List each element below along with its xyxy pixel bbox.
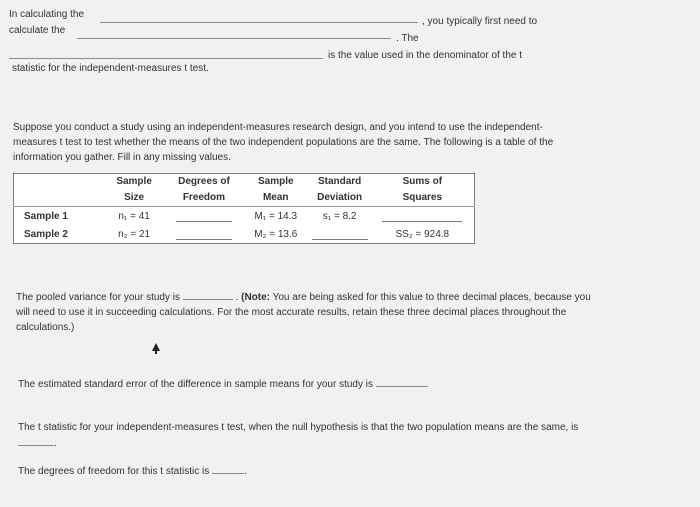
cell-s1: s₁ = 8.2 [309,207,371,226]
info-table [13,173,475,244]
tstat-question: The t statistic for your independent-measures t test, when the null hypothesis is that the two population means are the same, is . [18,422,579,449]
cell-m1: M₁ = 14.3 [243,207,309,226]
tstat-text: The t statistic for your independent-measures t test, when the null hypothesis is that the two population means are the same, is [18,422,579,433]
stderr-input[interactable] [376,376,426,387]
header-sample-mean [243,174,309,207]
header-sample-size-line1: Sample [116,176,152,187]
cell-s2-input[interactable] [309,225,371,244]
mouse-cursor-icon [152,343,160,351]
pooled-prefix: The pooled variance for your study is [16,292,180,303]
header-empty [14,174,104,207]
table-row-sample-2 [14,225,475,244]
table-header-row [14,174,475,207]
header-sd-line1: Standard [317,176,362,187]
header-sums-of-squares [371,174,475,207]
s2-blank[interactable] [312,228,368,240]
header-sample-size [103,174,165,207]
dof-question: The degrees of freedom for this t statistic is . [18,463,418,479]
cell-m2: M₂ = 13.6 [254,228,298,240]
dof-input[interactable] [212,463,244,474]
pooled-variance-input[interactable] [183,289,233,300]
q1-text-part6: statistic for the independent-measures t test. [12,63,209,74]
cell-df1-input[interactable] [165,207,243,226]
ss1-blank[interactable] [382,210,462,222]
intro-paragraph: Suppose you conduct a study using an independent-measures research design, and you intend to use the independent-measures t test to test whether the means of the two independent populations are the same. The following is a table of the information you gather. Fill in any missing values. [13,122,554,163]
df1-blank[interactable] [176,210,232,222]
header-df-line2: Freedom [182,192,226,203]
cell-n1: n₁ = 41 [103,207,165,226]
header-mean-line1: Sample [257,176,294,187]
stderr-question: The estimated standard error of the difference in sample means for your study is . [18,376,618,392]
q1-dropdown-blank-2[interactable] [77,38,391,39]
header-degrees-of-freedom [165,174,243,207]
table-row-sample-1 [14,207,475,226]
header-standard-deviation [309,174,371,207]
header-sample-size-line2: Size [124,192,145,203]
header-sd-line2: Deviation [317,192,363,203]
df2-blank[interactable] [176,228,232,240]
row-label: Sample 2 [24,228,68,240]
header-ss-line2: Squares [402,192,443,203]
q1-dropdown-blank-3[interactable] [9,58,323,59]
q1-text-part1: In calculating the [9,9,85,20]
dof-text: The degrees of freedom for this t statistic is [18,466,210,477]
stderr-text: The estimated standard error of the difference in sample means for your study is [18,379,373,390]
cell-n2: n₂ = 21 [118,228,151,240]
cell-ss2: SS₂ = 924.8 [395,228,450,240]
header-ss-line1: Sums of [402,176,443,187]
q1-text-part4: . The [396,33,419,44]
q1-text-part2: , you typically first need to [422,16,538,27]
q1-text-part3: calculate the [9,25,66,36]
cell-ss1-input[interactable] [371,207,475,226]
note-label: (Note: [241,292,270,303]
header-mean-line2: Mean [262,192,289,203]
row-label: Sample 1 [14,207,104,226]
tstat-input[interactable] [18,435,54,446]
cell-df2-input[interactable] [165,225,243,244]
q1-text-part5: is the value used in the denominator of the t [328,50,523,61]
header-df-line1: Degrees of [178,176,230,187]
q1-dropdown-blank-1[interactable] [100,22,418,23]
pooled-variance-question: The pooled variance for your study is . (Note: You are being asked for this value to three decimal places, because you will need to use it in succeeding calculations. For the most accurate results, retain these three decimal places throughout the calculations.) [16,289,596,335]
note-text: You are being asked for this value to three decimal places, because you will need to use it in succeeding calculations. For the most accurate results, retain these three decimal places throughout the calculations.) [16,292,591,333]
